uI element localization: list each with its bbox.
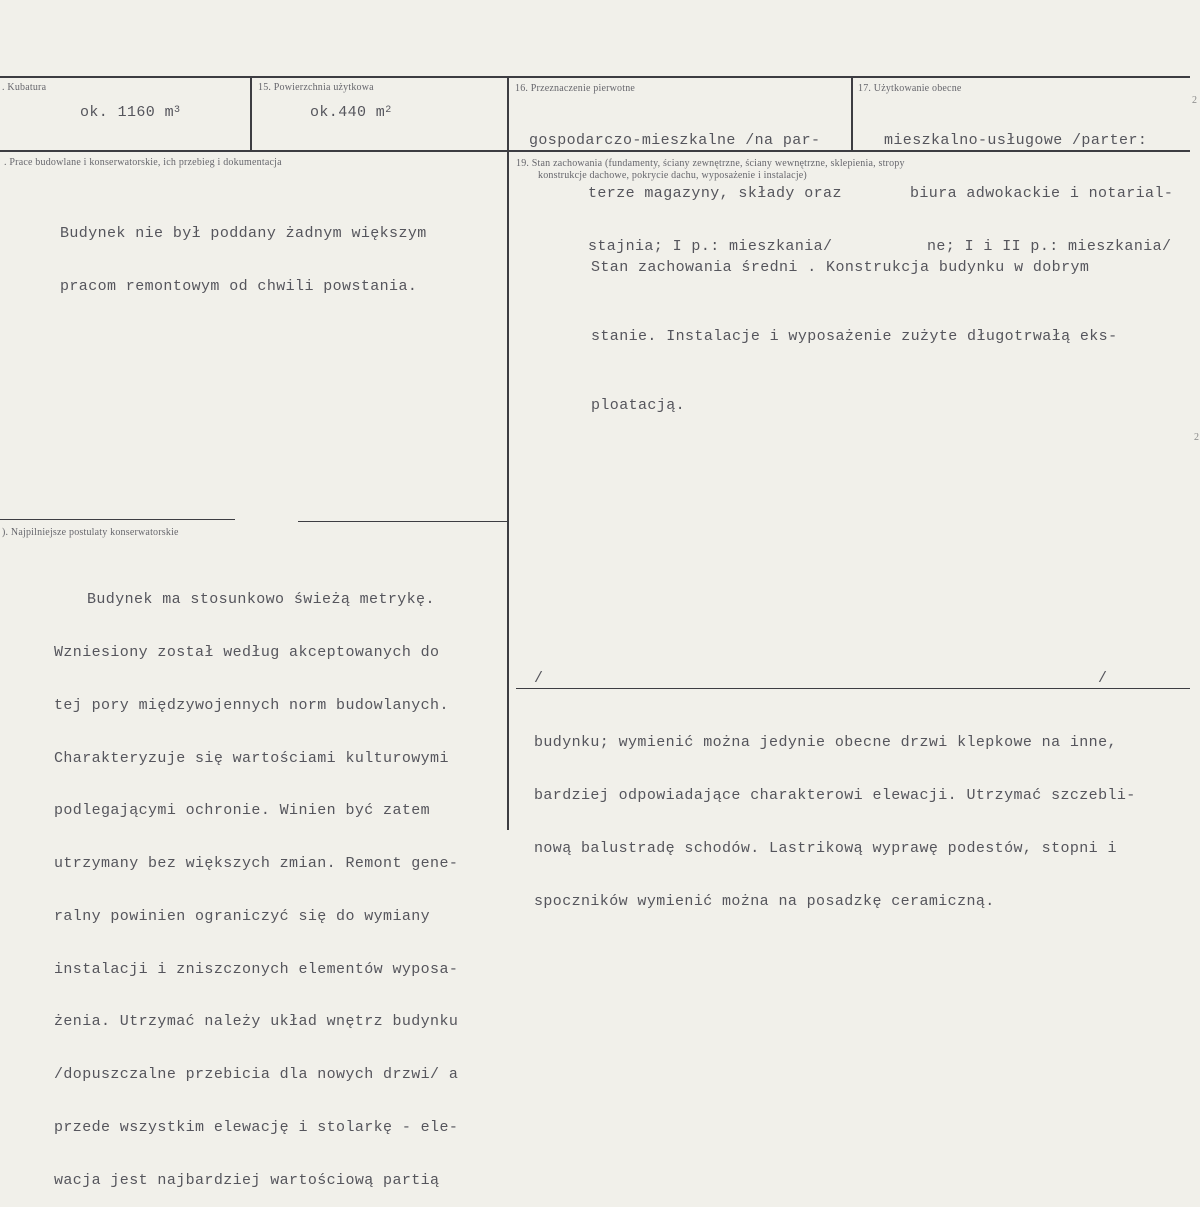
powierzchnia-label: 15. Powierzchnia użytkowa: [258, 82, 374, 93]
stan-label-line1: 19. Stan zachowania (fundamenty, ściany zewnętrzne, ściany wewnętrzne, sklepienia, stropy: [516, 158, 905, 169]
powierzchnia-value: ok.440 $m^2$: [310, 104, 392, 121]
kubatura-label: . Kubatura: [2, 82, 47, 93]
stan-label-line2: konstrukcje dachowe, pokrycie dachu, wyposażenie i instalacje): [538, 170, 807, 181]
continuation-slash-left: /: [534, 670, 544, 687]
prace-label: . Prace budowlane i konserwatorskie, ich przebieg i dokumentacja: [4, 157, 282, 168]
uzytkowanie-value: mieszkalno-usługowe /parter: biura adwokackie i notarial- ne; I i II p.: mieszkania/: [884, 132, 1174, 255]
sec20-top-rule-left: [0, 519, 235, 520]
sec20-top-rule-right: [298, 521, 508, 522]
col-divider-2: [507, 76, 509, 830]
postulaty-label: ). Najpilniejsze postulaty konserwatorskie: [2, 527, 179, 538]
continuation-slash-right: /: [1098, 670, 1108, 687]
postulaty-continuation: budynku; wymienić można jedynie obecne drzwi klepkowe na inne, bardziej odpowiadające charakterowi elewacji. Utrzymać szczebli- nową balustradę schodów. Lastrikową wyprawę podestów, stopni i spoczników wymienić można na posadzkę ceramiczną.: [534, 734, 1136, 910]
col-divider-3: [851, 76, 853, 152]
kubatura-value: ok. 1160 $m^3$: [80, 104, 181, 121]
przeznaczenie-value: gospodarczo-mieszkalne /na par- terze magazyny, składy oraz stajnia; I p.: mieszkania/: [529, 132, 842, 255]
continuation-rule: [516, 688, 1190, 689]
postulaty-value: Budynek ma stosunkowo świeżą metrykę. Wzniesiony został według akceptowanych do tej pory międzywojennych norm budowlanych. Charakteryzuje się wartościami kulturowymi podlegającymi ochronie. Winien być zatem utrzymany bez większych zmian. Remont gene- ralny powinien ograniczyć się do wymiany instalacji i zniszczonych elementów wyposa- żenia. Utrzymać należy układ wnętrz budynku /dopuszczalne przebicia dla nowych drzwi/ a przede wszystkim elewację i stolarkę - ele- wacja jest najbardziej wartościową partią: [54, 591, 459, 1189]
top-rule: [0, 76, 1190, 78]
prace-value: Budynek nie był poddany żadnym większym pracom remontowym od chwili powstania.: [60, 225, 427, 295]
przeznaczenie-label: 16. Przeznaczenie pierwotne: [515, 83, 636, 94]
stan-value: Stan zachowania średni . Konstrukcja budynku w dobrym stanie. Instalacje i wyposażenie zużyte długotrwałą eks- ploatacją.: [591, 259, 1118, 414]
col-divider-1: [250, 76, 252, 152]
uzytkowanie-label: 17. Użytkowanie obecne: [858, 83, 962, 94]
margin-mark-top: 2: [1192, 95, 1197, 106]
margin-mark-mid: 2: [1194, 432, 1199, 443]
